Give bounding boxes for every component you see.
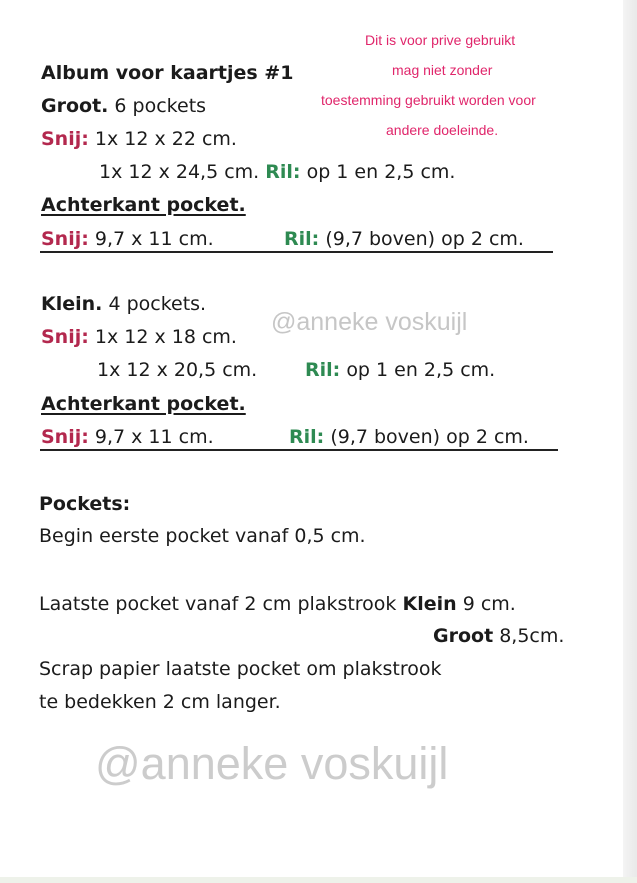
klein-line — [41, 292, 206, 316]
klein-snij-label: Snij: — [41, 326, 89, 348]
klein-achterkant-snij: 9,7 x 11 cm. — [94, 426, 214, 448]
page-title: Album voor kaartjes #1 — [41, 62, 294, 84]
klein-achterkant-ril: (9,7 boven) op 2 cm. — [330, 426, 529, 448]
groot-ril-label: Ril: — [265, 161, 301, 183]
klein-achterkant-ril-line — [289, 425, 529, 449]
groot-achterkant-snij-label: Snij: — [41, 228, 89, 250]
klein-ril-line — [305, 358, 495, 382]
klein-snij-line — [41, 325, 237, 349]
pockets-groot-label: Groot — [433, 625, 494, 647]
note-line-2: mag niet zonder — [392, 62, 493, 78]
groot-achterkant-ril: (9,7 boven) op 2 cm. — [325, 228, 524, 250]
groot-divider — [40, 251, 553, 253]
groot-snij-1: 1x 12 x 22 cm. — [94, 128, 237, 150]
page-edge — [623, 0, 637, 883]
groot-snij-label: Snij: — [41, 128, 89, 150]
pockets-klein-value: 9 cm. — [462, 593, 516, 615]
klein-snij-2: 1x 12 x 20,5 cm. — [97, 359, 258, 381]
note-line-3: toestemming gebruikt worden voor — [321, 92, 536, 108]
pockets-klein-label: Klein — [402, 593, 457, 615]
pockets-line-5: te bedekken 2 cm langer. — [39, 691, 281, 713]
pockets-heading: Pockets: — [39, 493, 131, 515]
klein-snij2-line — [97, 358, 257, 382]
groot-heading: Groot. — [41, 95, 109, 117]
groot-count: 6 pockets — [114, 95, 207, 117]
groot-achterkant-snij-line — [41, 227, 214, 251]
watermark-small: @anneke voskuijl — [271, 308, 468, 336]
klein-ril-label: Ril: — [305, 359, 341, 381]
klein-achterkant-heading: Achterkant pocket. — [41, 393, 246, 415]
groot-achterkant-ril-label: Ril: — [284, 228, 320, 250]
pockets-line-4: Scrap papier laatste pocket om plakstrook — [39, 658, 442, 680]
klein-ril-value: op 1 en 2,5 cm. — [346, 359, 496, 381]
note-line-4: andere doeleinde. — [386, 122, 499, 138]
groot-snij2-line — [99, 160, 455, 184]
groot-achterkant-heading: Achterkant pocket. — [41, 194, 246, 216]
klein-achterkant-snij-label: Snij: — [41, 426, 89, 448]
klein-snij-1: 1x 12 x 18 cm. — [94, 326, 237, 348]
pockets-line-2 — [39, 592, 516, 616]
groot-line — [41, 94, 206, 118]
klein-heading: Klein. — [41, 293, 103, 315]
watermark-large: @anneke voskuijl — [95, 738, 449, 789]
groot-achterkant-ril-line — [284, 227, 524, 251]
pockets-line-2-text: Laatste pocket vanaf 2 cm plakstrook — [39, 593, 397, 615]
klein-count: 4 pockets. — [108, 293, 207, 315]
bottom-edge — [0, 877, 637, 883]
note-line-1: Dit is voor prive gebruikt — [365, 32, 516, 48]
pockets-groot-value: 8,5cm. — [499, 625, 565, 647]
groot-snij-line — [41, 127, 237, 151]
klein-achterkant-snij-line — [41, 425, 214, 449]
pockets-line-1: Begin eerste pocket vanaf 0,5 cm. — [39, 525, 366, 547]
groot-ril-value: op 1 en 2,5 cm. — [306, 161, 456, 183]
groot-snij-2: 1x 12 x 24,5 cm. — [99, 161, 260, 183]
groot-achterkant-snij: 9,7 x 11 cm. — [94, 228, 214, 250]
klein-achterkant-ril-label: Ril: — [289, 426, 325, 448]
klein-divider — [40, 449, 558, 451]
pockets-line-3 — [433, 624, 564, 648]
